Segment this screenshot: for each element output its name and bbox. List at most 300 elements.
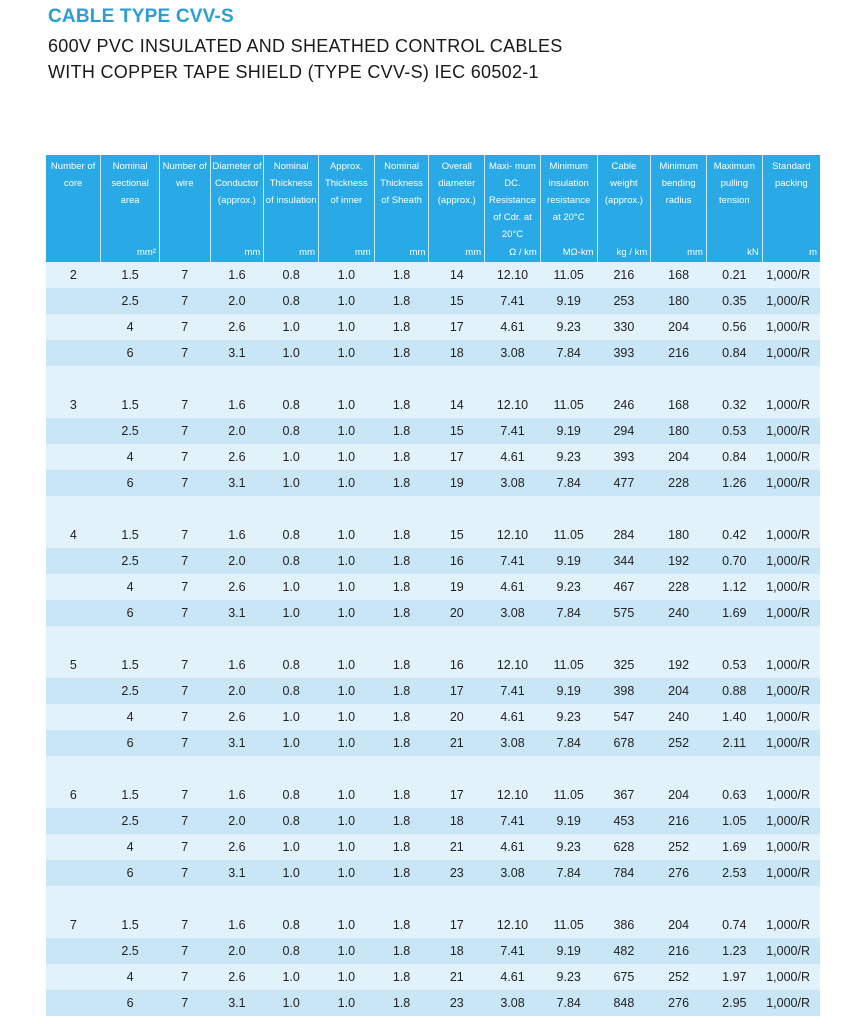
table-cell: 1.05 (706, 808, 762, 834)
table-cell: 0.53 (706, 418, 762, 444)
spacer-cell (46, 756, 820, 782)
table-cell: 253 (597, 288, 651, 314)
cell-core (46, 704, 101, 730)
table-cell: 0.35 (706, 288, 762, 314)
table-cell: 3.08 (485, 340, 541, 366)
table-cell: 1,000/R (762, 470, 820, 496)
table-cell: 628 (597, 834, 651, 860)
table-cell: 1.8 (374, 808, 429, 834)
table-cell: 1.8 (374, 262, 429, 288)
table-cell: 204 (651, 912, 707, 938)
table-cell: 0.8 (264, 912, 319, 938)
table-cell: 1.0 (318, 340, 374, 366)
table-cell: 240 (651, 600, 707, 626)
table-cell: 2.6 (210, 964, 264, 990)
column-header: Cable weight (approx.) (597, 155, 651, 243)
table-cell: 0.8 (264, 418, 319, 444)
table-cell: 1.8 (374, 860, 429, 886)
table-cell: 3.08 (485, 470, 541, 496)
cell-core (46, 678, 101, 704)
table-cell: 4.61 (485, 704, 541, 730)
table-cell: 0.8 (264, 652, 319, 678)
table-cell: 9.23 (540, 314, 597, 340)
table-row (46, 392, 820, 418)
table-cell: 3.08 (485, 990, 541, 1016)
table-cell: 1.6 (210, 262, 264, 288)
table-cell: 7.84 (540, 990, 597, 1016)
table-cell: 216 (597, 262, 651, 288)
table-row (46, 418, 820, 444)
table-cell: 2.5 (101, 418, 160, 444)
table-cell: 7.41 (485, 678, 541, 704)
table-cell: 1.0 (264, 340, 319, 366)
table-cell: 6 (101, 340, 160, 366)
table-cell: 246 (597, 392, 651, 418)
table-cell: 678 (597, 730, 651, 756)
table-cell: 7 (159, 808, 210, 834)
table-cell: 1,000/R (762, 782, 820, 808)
cell-core: 3 (46, 392, 101, 418)
table-cell: 1,000/R (762, 314, 820, 340)
table-cell: 1.8 (374, 600, 429, 626)
table-cell: 9.23 (540, 834, 597, 860)
table-cell: 17 (429, 782, 485, 808)
table-cell: 284 (597, 522, 651, 548)
table-cell: 252 (651, 964, 707, 990)
table-cell: 1.0 (264, 990, 319, 1016)
table-cell: 9.23 (540, 574, 597, 600)
table-cell: 393 (597, 444, 651, 470)
cell-core: 4 (46, 522, 101, 548)
table-cell: 1.8 (374, 938, 429, 964)
table-cell: 0.74 (706, 912, 762, 938)
table-cell: 7 (159, 730, 210, 756)
table-row (46, 470, 820, 496)
table-cell: 482 (597, 938, 651, 964)
table-cell: 3.1 (210, 730, 264, 756)
table-cell: 20 (429, 704, 485, 730)
table-cell: 7 (159, 444, 210, 470)
table-cell: 1.5 (101, 782, 160, 808)
cell-core (46, 340, 101, 366)
table-cell: 16 (429, 548, 485, 574)
table-cell: 2.95 (706, 990, 762, 1016)
table-cell: 7 (159, 652, 210, 678)
table-cell: 2.0 (210, 808, 264, 834)
table-cell: 3.1 (210, 470, 264, 496)
table-cell: 204 (651, 678, 707, 704)
table-cell: 1.8 (374, 574, 429, 600)
table-cell: 15 (429, 418, 485, 444)
table-cell: 1.0 (318, 652, 374, 678)
table-cell: 1.6 (210, 652, 264, 678)
table-cell: 1.0 (318, 730, 374, 756)
table-cell: 3.1 (210, 340, 264, 366)
table-cell: 7.84 (540, 600, 597, 626)
table-cell: 393 (597, 340, 651, 366)
table-cell: 1.5 (101, 262, 160, 288)
table-row (46, 522, 820, 548)
table-cell: 18 (429, 340, 485, 366)
table-cell: 12.10 (485, 652, 541, 678)
table-cell: 1.69 (706, 834, 762, 860)
table-cell: 15 (429, 522, 485, 548)
table-cell: 3.1 (210, 600, 264, 626)
table-cell: 4 (101, 314, 160, 340)
table-cell: 1.12 (706, 574, 762, 600)
cell-core (46, 938, 101, 964)
table-cell: 17 (429, 444, 485, 470)
table-cell: 252 (651, 834, 707, 860)
table-cell: 477 (597, 470, 651, 496)
table-cell: 7 (159, 314, 210, 340)
page-subtitle-line-2: WITH COPPER TAPE SHIELD (TYPE CVV-S) IEC 60502-1 (48, 62, 539, 82)
table-cell: 2.5 (101, 938, 160, 964)
table-cell: 3.08 (485, 730, 541, 756)
table-cell: 0.63 (706, 782, 762, 808)
table-cell: 1.0 (318, 678, 374, 704)
table-cell: 1,000/R (762, 704, 820, 730)
table-cell: 23 (429, 860, 485, 886)
table-cell: 7 (159, 288, 210, 314)
table-cell: 1.69 (706, 600, 762, 626)
cell-core (46, 834, 101, 860)
table-cell: 2.5 (101, 548, 160, 574)
table-cell: 1,000/R (762, 678, 820, 704)
cell-core (46, 964, 101, 990)
table-cell: 1.0 (318, 938, 374, 964)
table-cell: 330 (597, 314, 651, 340)
table-cell: 0.21 (706, 262, 762, 288)
table-cell: 204 (651, 782, 707, 808)
table-row (46, 548, 820, 574)
table-cell: 2.0 (210, 938, 264, 964)
table-cell: 1,000/R (762, 834, 820, 860)
table-cell: 3.1 (210, 990, 264, 1016)
table-cell: 12.10 (485, 392, 541, 418)
table-cell: 0.32 (706, 392, 762, 418)
table-cell: 0.8 (264, 392, 319, 418)
spacer-cell (46, 886, 820, 912)
table-cell: 4.61 (485, 444, 541, 470)
table-cell: 6 (101, 600, 160, 626)
table-cell: 9.19 (540, 288, 597, 314)
group-spacer (46, 756, 820, 782)
table-cell: 20 (429, 600, 485, 626)
table-cell: 180 (651, 288, 707, 314)
table-cell: 2.6 (210, 834, 264, 860)
table-row (46, 834, 820, 860)
table-cell: 1,000/R (762, 548, 820, 574)
table-cell: 7 (159, 548, 210, 574)
table-cell: 6 (101, 990, 160, 1016)
table-row (46, 808, 820, 834)
table-cell: 21 (429, 964, 485, 990)
table-cell: 7.41 (485, 288, 541, 314)
table-cell: 0.8 (264, 808, 319, 834)
unit-label: mm (651, 243, 707, 262)
table-cell: 7 (159, 600, 210, 626)
table-cell: 4.61 (485, 314, 541, 340)
table-cell: 7 (159, 392, 210, 418)
table-cell: 6 (101, 470, 160, 496)
table-cell: 7 (159, 262, 210, 288)
table-cell: 1,000/R (762, 522, 820, 548)
table-cell: 1.0 (264, 834, 319, 860)
table-cell: 228 (651, 574, 707, 600)
table-cell: 2.6 (210, 574, 264, 600)
table-cell: 7.41 (485, 418, 541, 444)
cell-core: 7 (46, 912, 101, 938)
table-cell: 1.0 (264, 470, 319, 496)
table-cell: 1.6 (210, 782, 264, 808)
table-cell: 2.6 (210, 704, 264, 730)
table-cell: 180 (651, 418, 707, 444)
table-cell: 240 (651, 704, 707, 730)
table-cell: 192 (651, 548, 707, 574)
table-cell: 1.0 (318, 314, 374, 340)
group-spacer (46, 626, 820, 652)
table-cell: 11.05 (540, 652, 597, 678)
table-cell: 4 (101, 964, 160, 990)
table-cell: 7 (159, 834, 210, 860)
table-row (46, 704, 820, 730)
table-cell: 1.6 (210, 912, 264, 938)
table-cell: 784 (597, 860, 651, 886)
table-cell: 192 (651, 652, 707, 678)
table-cell: 7 (159, 470, 210, 496)
table-cell: 1,000/R (762, 392, 820, 418)
table-cell: 1,000/R (762, 262, 820, 288)
table-cell: 252 (651, 730, 707, 756)
table-cell: 453 (597, 808, 651, 834)
table-cell: 1,000/R (762, 444, 820, 470)
table-cell: 2.53 (706, 860, 762, 886)
table-cell: 7 (159, 574, 210, 600)
table-cell: 4.61 (485, 964, 541, 990)
table-cell: 1.8 (374, 418, 429, 444)
page-subtitle-line-1: 600V PVC INSULATED AND SHEATHED CONTROL CABLES (48, 36, 563, 56)
table-cell: 1,000/R (762, 600, 820, 626)
table-cell: 180 (651, 522, 707, 548)
cell-core: 6 (46, 782, 101, 808)
table-row (46, 678, 820, 704)
cell-core (46, 314, 101, 340)
table-cell: 1.0 (318, 990, 374, 1016)
table-cell: 7 (159, 340, 210, 366)
table-cell: 9.23 (540, 444, 597, 470)
table-cell: 14 (429, 392, 485, 418)
table-cell: 2.5 (101, 678, 160, 704)
table-cell: 11.05 (540, 392, 597, 418)
table-cell: 21 (429, 834, 485, 860)
table-cell: 0.8 (264, 522, 319, 548)
table-cell: 216 (651, 340, 707, 366)
table-cell: 6 (101, 860, 160, 886)
unit-label: MΩ-km (540, 243, 597, 262)
table-cell: 18 (429, 938, 485, 964)
table-cell: 1,000/R (762, 574, 820, 600)
table-cell: 7.84 (540, 860, 597, 886)
table-cell: 18 (429, 808, 485, 834)
table-cell: 1.0 (318, 548, 374, 574)
table-cell: 23 (429, 990, 485, 1016)
table-cell: 7 (159, 418, 210, 444)
table-cell: 1.0 (318, 912, 374, 938)
table-cell: 9.19 (540, 548, 597, 574)
cell-core (46, 730, 101, 756)
spacer-cell (46, 366, 820, 392)
table-cell: 1,000/R (762, 964, 820, 990)
table-cell: 398 (597, 678, 651, 704)
table-row (46, 314, 820, 340)
table-cell: 9.19 (540, 808, 597, 834)
table-cell: 1,000/R (762, 990, 820, 1016)
table-cell: 168 (651, 392, 707, 418)
cell-core: 2 (46, 262, 101, 288)
table-cell: 0.8 (264, 288, 319, 314)
table-cell: 1.0 (318, 600, 374, 626)
table-cell: 4.61 (485, 574, 541, 600)
spacer-cell (46, 626, 820, 652)
column-header: Overall diameter (approx.) (429, 155, 485, 243)
cell-core (46, 808, 101, 834)
table-cell: 0.8 (264, 782, 319, 808)
table-cell: 228 (651, 470, 707, 496)
cell-core (46, 418, 101, 444)
table-cell: 12.10 (485, 522, 541, 548)
table-cell: 675 (597, 964, 651, 990)
table-cell: 16 (429, 652, 485, 678)
table-cell: 21 (429, 730, 485, 756)
table-cell: 3.1 (210, 860, 264, 886)
table-cell: 547 (597, 704, 651, 730)
table-cell: 2.11 (706, 730, 762, 756)
table-cell: 294 (597, 418, 651, 444)
table-cell: 1,000/R (762, 340, 820, 366)
column-header: Minimum insulation resistance at 20°C (540, 155, 597, 243)
table-cell: 7.84 (540, 340, 597, 366)
table-cell: 1.0 (264, 860, 319, 886)
table-row (46, 340, 820, 366)
table-row (46, 652, 820, 678)
table-row (46, 600, 820, 626)
column-header: Nominal sectional area (101, 155, 160, 243)
table-row (46, 288, 820, 314)
table-cell: 11.05 (540, 912, 597, 938)
cell-core (46, 288, 101, 314)
table-cell: 0.84 (706, 444, 762, 470)
table-cell: 7 (159, 964, 210, 990)
table-cell: 0.84 (706, 340, 762, 366)
table-cell: 9.19 (540, 418, 597, 444)
column-header: Maximum pulling tension (706, 155, 762, 243)
table-cell: 0.70 (706, 548, 762, 574)
table-cell: 1.6 (210, 522, 264, 548)
table-cell: 1.26 (706, 470, 762, 496)
table-cell: 1.0 (318, 860, 374, 886)
table-row (46, 730, 820, 756)
table-cell: 7 (159, 912, 210, 938)
table-cell: 1.0 (318, 964, 374, 990)
table-cell: 0.8 (264, 678, 319, 704)
cable-spec-table (46, 155, 820, 1016)
table-cell: 1.8 (374, 912, 429, 938)
table-cell: 1.40 (706, 704, 762, 730)
table-cell: 1.8 (374, 340, 429, 366)
table-cell: 1.8 (374, 964, 429, 990)
column-header: Nominal Thickness of insulation (264, 155, 319, 243)
unit-label: mm (318, 243, 374, 262)
table-cell: 848 (597, 990, 651, 1016)
table-cell: 0.8 (264, 938, 319, 964)
table-cell: 1,000/R (762, 418, 820, 444)
table-cell: 276 (651, 860, 707, 886)
table-cell: 1.0 (318, 288, 374, 314)
table-cell: 1,000/R (762, 808, 820, 834)
column-header: Maxi- mum DC. Resistance of Cdr. at 20°C (485, 155, 541, 243)
table-cell: 0.8 (264, 262, 319, 288)
table-cell: 11.05 (540, 522, 597, 548)
table-cell: 1.0 (264, 964, 319, 990)
unit-label: kN (706, 243, 762, 262)
table-cell: 1.8 (374, 678, 429, 704)
table-row (46, 262, 820, 288)
unit-label: mm (429, 243, 485, 262)
table-row (46, 782, 820, 808)
table-cell: 7.41 (485, 548, 541, 574)
table-cell: 17 (429, 912, 485, 938)
cell-core (46, 860, 101, 886)
table-cell: 276 (651, 990, 707, 1016)
column-header: Number of wire (159, 155, 210, 243)
cell-core (46, 444, 101, 470)
table-cell: 3.08 (485, 860, 541, 886)
table-cell: 14 (429, 262, 485, 288)
table-cell: 1.5 (101, 522, 160, 548)
table-cell: 467 (597, 574, 651, 600)
table-cell: 216 (651, 808, 707, 834)
table-cell: 0.88 (706, 678, 762, 704)
table-cell: 1.0 (318, 392, 374, 418)
table-cell: 1,000/R (762, 288, 820, 314)
table-cell: 1.0 (318, 808, 374, 834)
table-cell: 1.97 (706, 964, 762, 990)
table-cell: 0.8 (264, 548, 319, 574)
table-cell: 1.0 (318, 704, 374, 730)
table-cell: 19 (429, 574, 485, 600)
table-cell: 12.10 (485, 262, 541, 288)
table-cell: 1.8 (374, 782, 429, 808)
table-cell: 2.6 (210, 444, 264, 470)
unit-label: kg / km (597, 243, 651, 262)
table-cell: 386 (597, 912, 651, 938)
table-cell: 1.8 (374, 548, 429, 574)
unit-label (159, 243, 210, 262)
table-row (46, 990, 820, 1016)
table-cell: 204 (651, 314, 707, 340)
table-cell: 7.41 (485, 938, 541, 964)
table-cell: 15 (429, 288, 485, 314)
table-cell: 7 (159, 860, 210, 886)
table-cell: 7.41 (485, 808, 541, 834)
table-cell: 0.42 (706, 522, 762, 548)
table-cell: 1.5 (101, 912, 160, 938)
unit-label: mm (210, 243, 264, 262)
table-cell: 1.0 (318, 782, 374, 808)
table-cell: 4 (101, 704, 160, 730)
table-cell: 1.0 (264, 730, 319, 756)
